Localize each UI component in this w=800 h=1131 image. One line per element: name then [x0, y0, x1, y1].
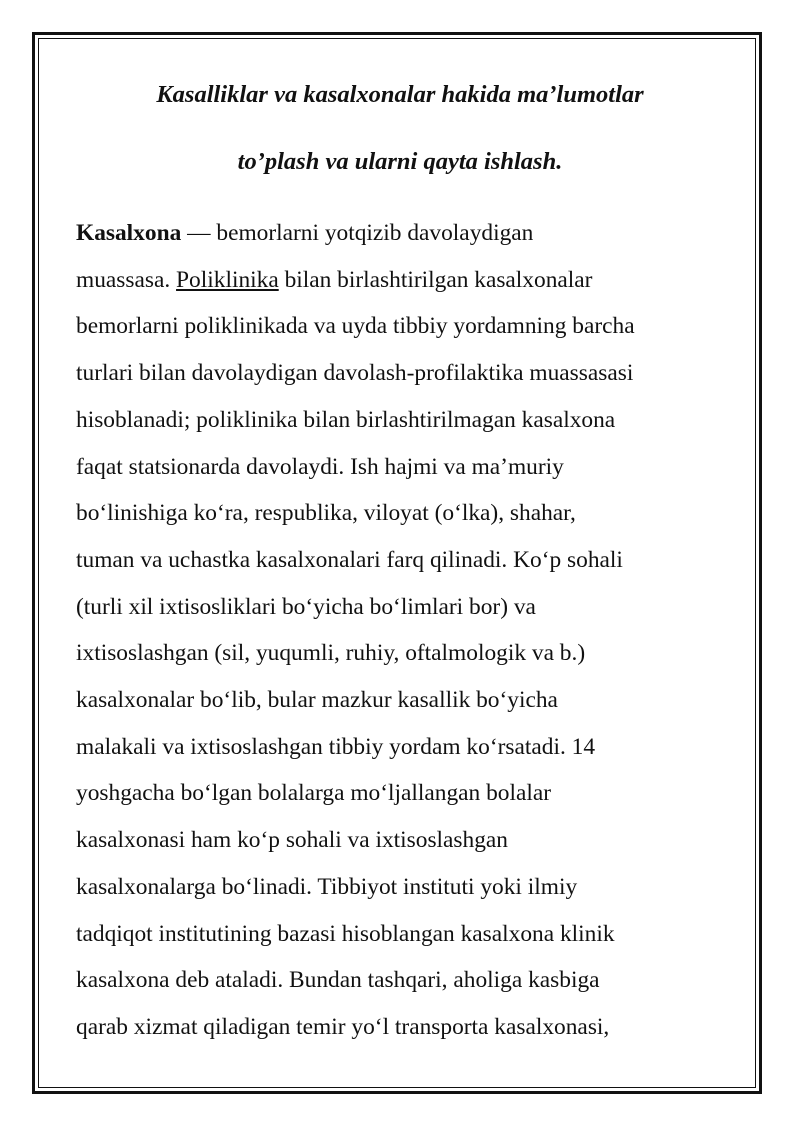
body-line: tadqiqot institutining bazasi hisoblangan kasalxona klinik	[76, 920, 615, 947]
body-line: hisoblanadi; poliklinika bilan birlashtirilmagan kasalxona	[76, 406, 616, 433]
body-line: qarab xizmat qiladigan temir yoʻl transporta kasalxonasi,	[76, 1013, 610, 1040]
document-title-line-1: Kasalliklar va kasalxonalar hakida ma’lumotlar	[156, 81, 644, 108]
body-line-2	[76, 257, 736, 304]
definition-text: — bemorlarni yotqizib davolaydigan	[181, 220, 534, 246]
body-line: ixtisoslashgan (sil, yuqumli, ruhiy, oftalmologik va b.)	[76, 640, 586, 667]
body-paragraph	[76, 210, 736, 1051]
body-line: tuman va uchastka kasalxonalari farq qilinadi. Koʻp sohali	[76, 546, 623, 573]
body-line: bemorlarni poliklinikada va uyda tibbiy yordamning barcha	[76, 313, 635, 340]
body-line: boʻlinishiga koʻra, respublika, viloyat (oʻlka), shahar,	[76, 500, 576, 527]
body-line: faqat statsionarda davolaydi. Ish hajmi va ma’muriy	[76, 453, 564, 480]
poliklinika-link[interactable]: Poliklinika	[176, 266, 279, 293]
body-line: malakali va ixtisoslashgan tibbiy yordam koʻrsatadi. 14	[76, 733, 596, 760]
body-line-1	[76, 210, 736, 257]
body-line: yoshgacha boʻlgan bolalarga moʻljallangan bolalar	[76, 780, 552, 807]
body-line: kasalxona deb ataladi. Bundan tashqari, aholiga kasbiga	[76, 967, 600, 994]
body-line: (turli xil ixtisosliklari boʻyicha boʻlimlari bor) va	[76, 593, 536, 620]
document-title-line-2: to’plash va ularni qayta ishlash.	[237, 148, 563, 175]
body-line: kasalxonalarga boʻlinadi. Tibbiyot instituti yoki ilmiy	[76, 873, 578, 900]
term-kasalxona: Kasalxona	[76, 220, 182, 246]
body-line: turlari bilan davolaydigan davolash-profilaktika muassasasi	[76, 360, 634, 387]
body-line: kasalxonalar boʻlib, bular mazkur kasallik boʻyicha	[76, 687, 558, 714]
body-line: kasalxonasi ham koʻp sohali va ixtisoslashgan	[76, 827, 509, 854]
body-text: muassasa.	[76, 266, 177, 293]
body-text: bilan birlashtirilgan kasalxonalar	[278, 266, 593, 293]
